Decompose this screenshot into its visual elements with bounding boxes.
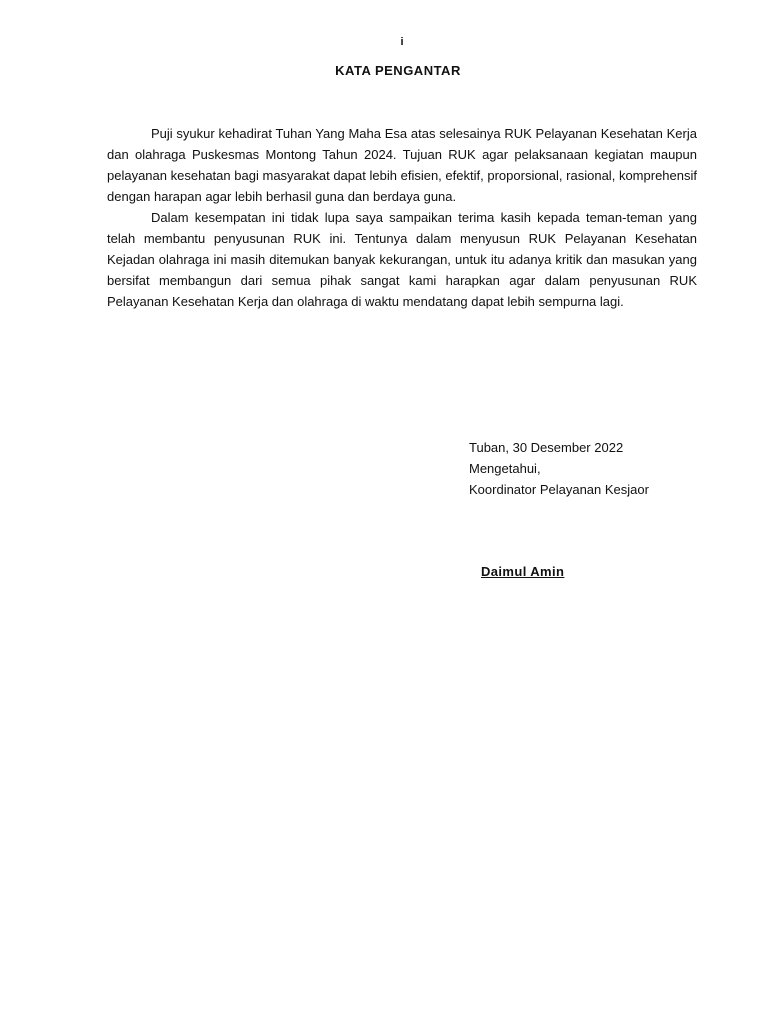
signatory-name: Daimul Amin xyxy=(481,564,565,579)
place-date: Tuban, 30 Desember 2022 xyxy=(469,440,624,455)
page-title: KATA PENGANTAR xyxy=(335,63,461,78)
page-number: i xyxy=(400,36,404,48)
body-text xyxy=(107,123,697,312)
position-title: Koordinator Pelayanan Kesjaor xyxy=(469,482,649,497)
acknowledged-label: Mengetahui, xyxy=(469,461,541,476)
paragraph-1: Puji syukur kehadirat Tuhan Yang Maha Esa atas selesainya RUK Pelayanan Kesehatan Kerja dan olahraga Puskesmas Montong Tahun 2024. Tujuan RUK agar pelaksanaan kegiatan maupun pelayanan kesehatan bagi masyarakat dapat lebih efisien, efektif, proporsional, rasional, komprehensif dengan harapan agar lebih berhasil guna dan berdaya guna. xyxy=(107,126,697,204)
paragraph-2: Dalam kesempatan ini tidak lupa saya sampaikan terima kasih kepada teman-teman yang telah membantu penyusunan RUK ini. Tentunya dalam menyusun RUK Pelayanan Kesehatan Kejadan olahraga ini masih ditemukan banyak kekurangan, untuk itu adanya kritik dan masukan yang bersifat membangun dari semua pihak sangat kami harapkan agar dalam penyusunan RUK Pelayanan Kesehatan Kerja dan olahraga di waktu mendatang dapat lebih sempurna lagi. xyxy=(107,210,697,309)
closing-block xyxy=(469,437,749,500)
